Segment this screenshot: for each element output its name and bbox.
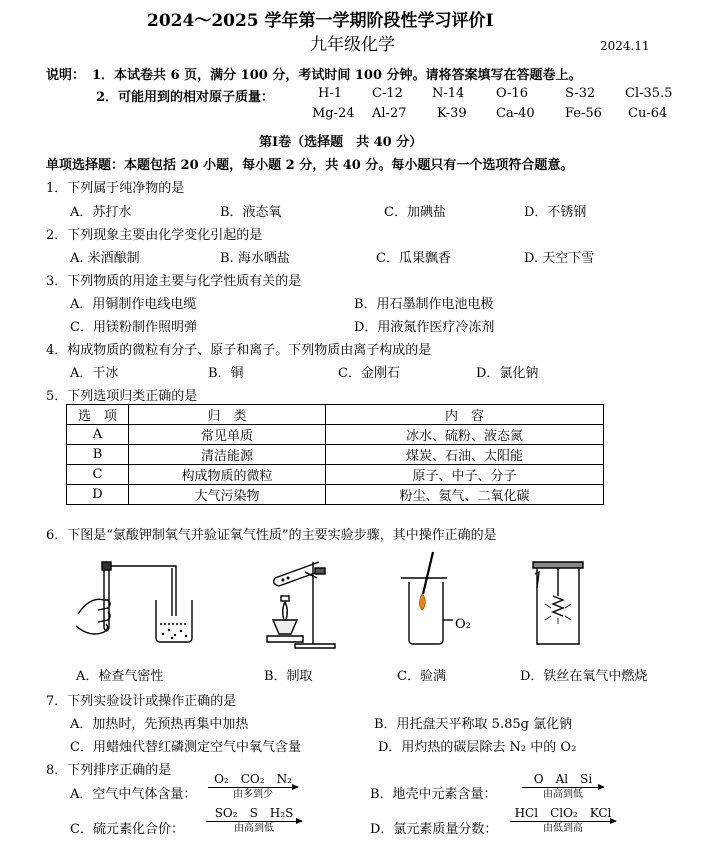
produce-oxygen-illustration xyxy=(255,556,345,651)
option-d: D. 天空下雪 xyxy=(524,251,595,266)
table-cell: D xyxy=(67,485,129,505)
option-b: B．地壳中元素含量： xyxy=(370,787,497,802)
option-a: A．检查气密性 xyxy=(76,669,164,684)
arrow-line xyxy=(522,787,604,788)
option-c: C．用镁粉制作照明弹 xyxy=(70,320,197,335)
atomic-mass: Cl-35.5 xyxy=(625,86,673,101)
table-header: 内 容 xyxy=(326,405,604,425)
arrow-top-text: HCl ClO₂ KCl xyxy=(514,806,612,820)
option-d: D．铁丝在氧气中燃烧 xyxy=(520,669,648,684)
arrow-top-text: O₂ CO₂ N₂ xyxy=(214,772,292,786)
arrow-top-text: SO₂ S H₂S xyxy=(214,806,294,820)
ordering-arrow-a xyxy=(208,772,298,801)
oxygen-label: O₂ xyxy=(455,617,471,632)
exam-subtitle: 九年级化学 xyxy=(310,35,395,55)
option-b: B. 海水晒盐 xyxy=(220,251,290,266)
arrow-line xyxy=(510,821,616,822)
question-stem: 3．下列物质的用途主要与化学性质有关的是 xyxy=(46,274,302,289)
question-stem: 6．下图是“氯酸钾制氧气并验证氧气性质”的主要实验步骤，其中操作正确的是 xyxy=(46,528,497,543)
arrow-line xyxy=(206,821,302,822)
ordering-arrow-d xyxy=(510,806,616,835)
arrow-line xyxy=(208,787,298,788)
atomic-mass: O-16 xyxy=(496,86,529,101)
check-full-illustration xyxy=(395,548,475,650)
notes-line1: 1．本试卷共 6 页，满分 100 分，考试时间 100 分钟。请将答案填写在答题卷上。 xyxy=(92,68,582,83)
table-cell: 大气污染物 xyxy=(129,485,326,505)
table-row xyxy=(67,445,604,465)
question-stem: 7．下列实验设计或操作正确的是 xyxy=(46,694,237,709)
exam-title: 2024～2025 学年第一学期阶段性学习评价Ⅰ xyxy=(147,11,494,31)
table-cell: 煤炭、石油、太阳能 xyxy=(326,445,604,465)
exam-date: 2024.11 xyxy=(600,39,650,53)
table-cell: C xyxy=(67,465,129,485)
table-header: 归 类 xyxy=(129,405,326,425)
option-c: C．验满 xyxy=(397,669,446,684)
table-cell: 清洁能源 xyxy=(129,445,326,465)
question-stem: 4．构成物质的微粒有分子、原子和离子。下列物质由离子构成的是 xyxy=(46,343,432,358)
atomic-mass: S-32 xyxy=(565,86,596,101)
notes-line2: 2．可能用到的相对原子质量： xyxy=(96,90,275,105)
atomic-mass: Cu-64 xyxy=(628,106,668,121)
atomic-mass: C-12 xyxy=(372,86,403,101)
atomic-mass: Fe-56 xyxy=(565,106,602,121)
table-cell: 构成物质的微粒 xyxy=(129,465,326,485)
atomic-mass: Mg-24 xyxy=(312,106,355,121)
notes-label: 说明： xyxy=(46,68,86,83)
arrow-bottom-text: 由高到低 xyxy=(543,789,583,800)
option-c: C．硫元素化合价： xyxy=(70,822,184,837)
table-row xyxy=(67,465,604,485)
table-row xyxy=(67,425,604,445)
table-cell: 粉尘、氦气、二氧化碳 xyxy=(326,485,604,505)
option-a: A．干冰 xyxy=(70,366,119,381)
table-header: 选 项 xyxy=(67,405,129,425)
table-cell: 常见单质 xyxy=(129,425,326,445)
section-instruction: 单项选择题：本题包括 20 小题，每小题 2 分，共 40 分。每小题只有一个选项符合题意。 xyxy=(46,158,574,173)
option-d: D．氯化钠 xyxy=(476,366,539,381)
atomic-mass: H-1 xyxy=(318,86,343,101)
question-stem: 5．下列选项归类正确的是 xyxy=(46,389,198,404)
option-c: C．瓜果飘香 xyxy=(376,251,451,266)
option-a: A. 米酒酿制 xyxy=(70,251,140,266)
ordering-arrow-b xyxy=(522,772,604,801)
option-c: C．加碘盐 xyxy=(384,205,446,220)
option-b: B．用托盘天平称取 5.85g 氯化钠 xyxy=(374,717,573,732)
option-d: D．氯元素质量分数： xyxy=(370,822,498,837)
arrow-top-text: O Al Si xyxy=(533,772,593,786)
option-a: A．加热时，先预热再集中加热 xyxy=(70,717,249,732)
option-b: B．液态氧 xyxy=(220,205,282,220)
option-d: D．用液氮作医疗冷冻剂 xyxy=(354,320,495,335)
option-c: C．金刚石 xyxy=(338,366,400,381)
table-row xyxy=(67,485,604,505)
atomic-mass: Al-27 xyxy=(372,106,407,121)
arrow-bottom-text: 由低到高 xyxy=(543,823,583,834)
section-title: 第Ⅰ卷（选择题 共 40 分） xyxy=(259,135,423,150)
question-stem: 1．下列属于纯净物的是 xyxy=(46,181,185,196)
option-c: C．用蜡烛代替红磷测定空气中氧气含量 xyxy=(70,740,301,755)
table-cell: A xyxy=(67,425,129,445)
option-b: B．用石墨制作电池电极 xyxy=(354,297,494,312)
arrow-bottom-text: 由高到低 xyxy=(234,823,274,834)
option-d: D．用灼热的碳层除去 N₂ 中的 O₂ xyxy=(378,740,577,755)
option-a: A．苏打水 xyxy=(70,205,132,220)
atomic-mass: Ca-40 xyxy=(496,106,535,121)
arrow-bottom-text: 由多到少 xyxy=(233,789,273,800)
atomic-mass: K-39 xyxy=(437,106,467,121)
classification-table xyxy=(66,404,604,505)
option-a: A．空气中气体含量： xyxy=(70,787,197,802)
table-cell: 冰水、硫粉、液态氮 xyxy=(326,425,604,445)
question-stem: 2．下列现象主要由化学变化引起的是 xyxy=(46,228,263,243)
option-b: B．制取 xyxy=(264,669,313,684)
iron-burning-illustration xyxy=(525,548,595,652)
option-b: B．铜 xyxy=(208,366,244,381)
ordering-arrow-c xyxy=(206,806,302,835)
table-header-row xyxy=(67,405,604,425)
atomic-mass: N-14 xyxy=(432,86,465,101)
table-cell: 原子、中子、分子 xyxy=(326,465,604,485)
table-cell: B xyxy=(67,445,129,465)
airtightness-illustration xyxy=(68,556,198,651)
question-stem: 8．下列排序正确的是 xyxy=(46,763,172,778)
option-d: D．不锈钢 xyxy=(524,205,587,220)
option-a: A．用铜制作电线电缆 xyxy=(70,297,197,312)
